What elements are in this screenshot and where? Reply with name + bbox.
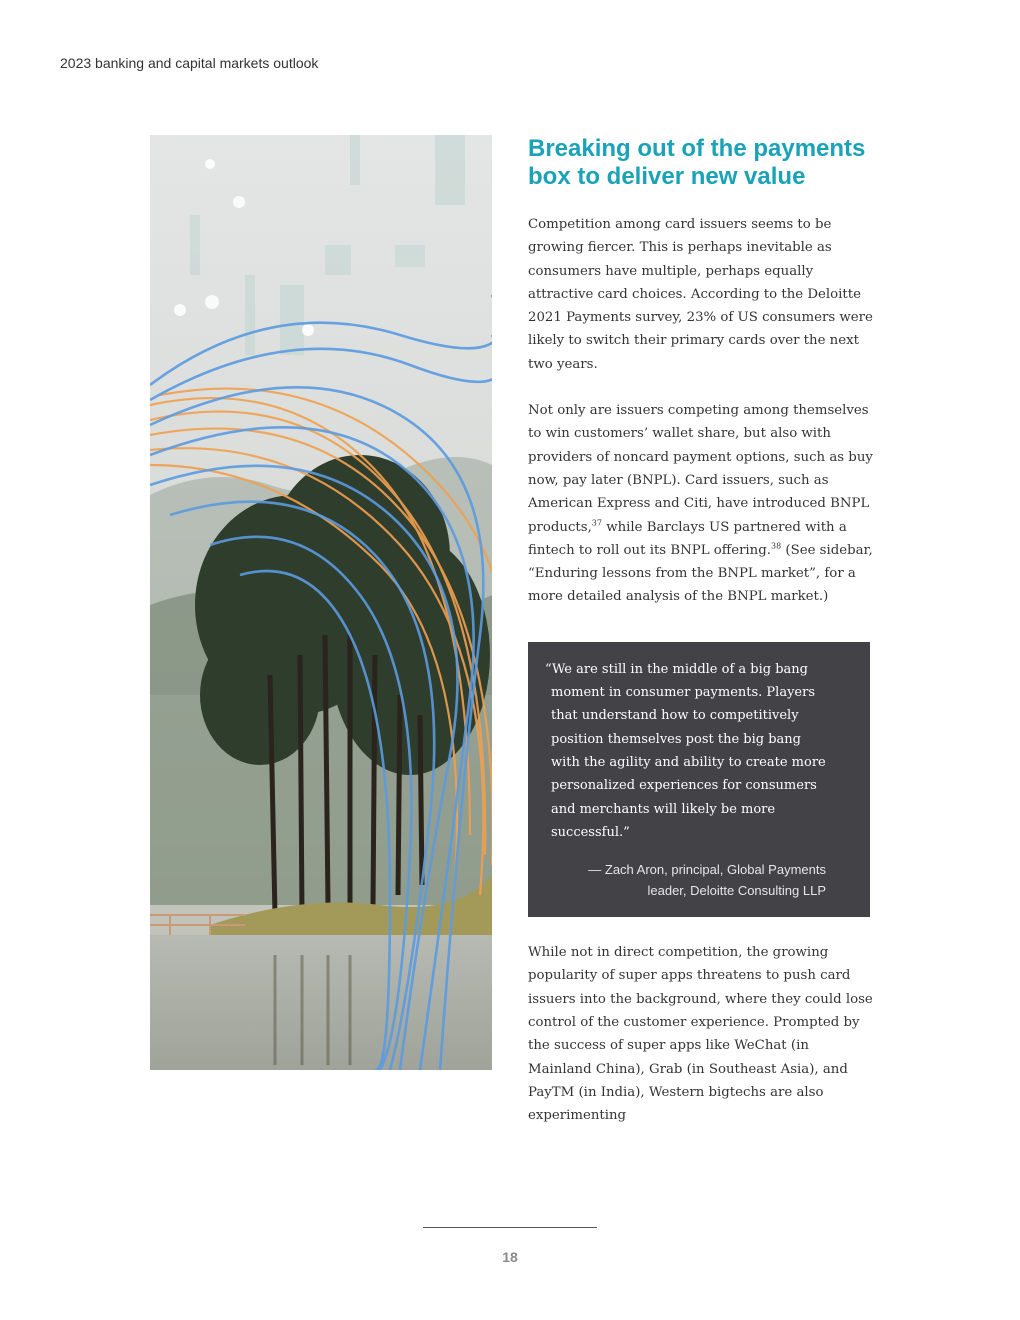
footer-divider (423, 1227, 597, 1228)
paragraph-2-part-3: (See sidebar, “Enduring lessons from the BNPL market”, for a more detailed analysis of the BNPL market.) (528, 542, 873, 605)
running-header: 2023 banking and capital markets outlook (60, 55, 319, 71)
endnote-ref-38[interactable]: 38 (770, 541, 782, 551)
paragraph-2 (528, 399, 873, 609)
quote-attribution (545, 859, 826, 901)
paragraph-3: While not in direct competition, the growing popularity of super apps threatens to push card issuers into the background, where they could lose control of the customer experience. Prompted by the success of super apps like WeChat (in Mainland China), Grab (in Southeast Asia), and PayTM (in India), Western bigtechs are also experimenting (528, 945, 873, 1124)
paragraph-1: Competition among card issuers seems to be growing fiercer. This is perhaps inevitable as consumers have multiple, perhaps equally attractive card choices. According to the Deloitte 2021 Payments survey, 23% of US consumers were likely to switch their primary cards over the next two years. (528, 217, 873, 372)
quote-attribution-line-1: — Zach Aron, principal, Global Payments (588, 862, 826, 878)
quote-attribution-line-2: leader, Deloitte Consulting LLP (647, 883, 826, 899)
hero-image (150, 135, 492, 1070)
pull-quote-text: “We are still in the middle of a big bang moment in consumer payments. Players that understand how to competitively position themselves post the big bang with the agility and ability to create more personalized experiences for consumers and merchants will likely be more successful.” (545, 661, 826, 840)
page-number: 18 (502, 1249, 518, 1265)
paragraph-2-part-1: Not only are issuers competing among themselves to win customers’ wallet share, but also with providers of noncard payment options, such as buy now, pay later (BNPL). Card issuers, such as American Express and Citi, have introduced BNPL products, (528, 403, 873, 535)
paragraph-2-part-2: while Barclays US partnered with a fintech to roll out its BNPL offering. (528, 519, 847, 558)
article-content (528, 135, 873, 1128)
article-headline: Breaking out of the payments box to deliver new value (528, 135, 866, 190)
endnote-ref-37[interactable]: 37 (591, 518, 602, 528)
pull-quote-box (528, 642, 870, 917)
